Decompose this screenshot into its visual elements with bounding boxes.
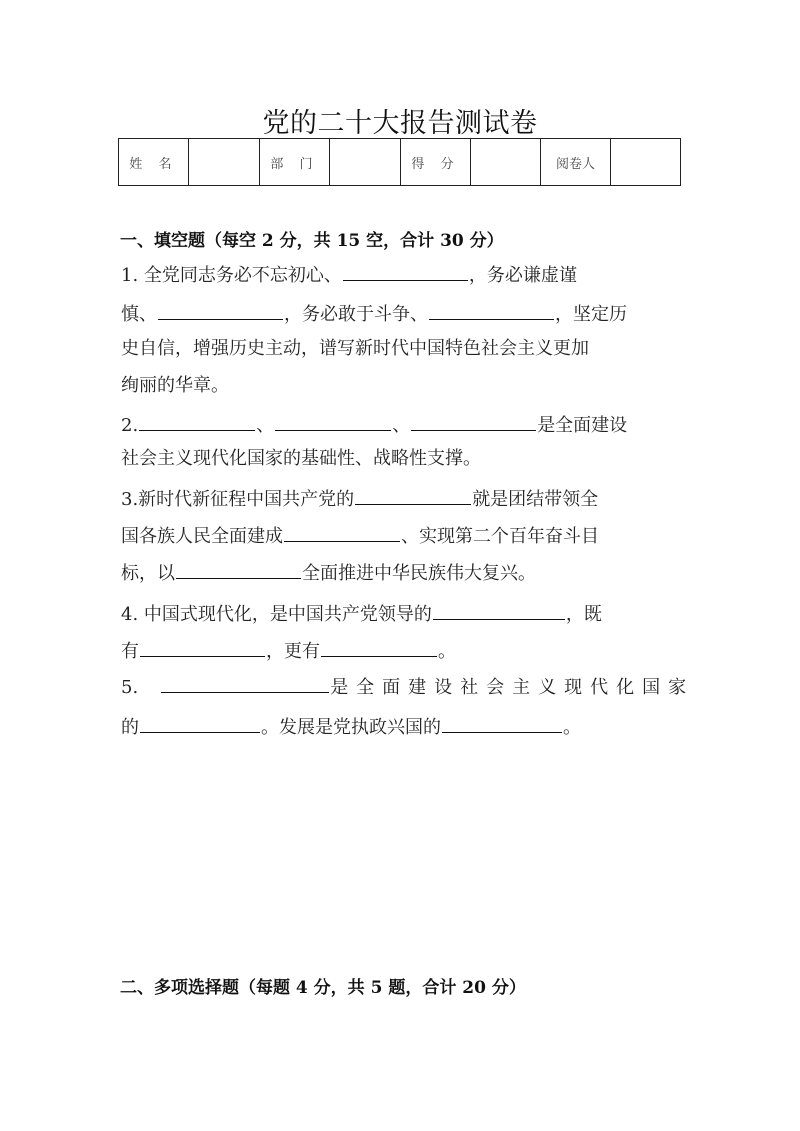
section-1-heading: 一、填空题（每空 2 分，共 15 空，合计 30 分） <box>120 231 504 251</box>
q2-line-1 <box>121 410 627 438</box>
reviewer-field[interactable] <box>611 139 681 186</box>
q1-line-4: 绚丽的华章。 <box>121 375 229 396</box>
reviewer-label: 阅卷人 <box>541 139 611 186</box>
q3-blank-2[interactable] <box>284 521 400 542</box>
q3-text-f: 全面推进中华民族伟大复兴。 <box>302 563 536 584</box>
q3-line-1 <box>121 484 598 512</box>
q4-blank-2[interactable] <box>140 636 265 657</box>
q1-line-2 <box>121 299 627 327</box>
q4-text-a: 4. 中国式现代化，是中国共产党领导的 <box>121 604 432 625</box>
q1-text-a: 1. 全党同志务必不忘初心、 <box>121 265 342 286</box>
q2-text-c: 、 <box>392 415 411 436</box>
q3-blank-3[interactable] <box>176 558 301 579</box>
q2-text-b: 、 <box>256 415 275 436</box>
q5-blank-1[interactable] <box>161 672 329 693</box>
q4-text-e: 。 <box>438 641 456 662</box>
q5-blank-3[interactable] <box>442 712 562 733</box>
info-table <box>118 138 681 186</box>
page-title: 党的二十大报告测试卷 <box>262 108 538 139</box>
q1-blank-3[interactable] <box>429 299 554 320</box>
q1-text-c: 慎、 <box>121 304 157 325</box>
dept-field[interactable] <box>330 139 401 186</box>
q3-text-e: 标，以 <box>121 563 175 584</box>
q1-text-e: ，坚定历 <box>555 304 627 325</box>
q2-blank-1[interactable] <box>139 410 255 431</box>
q4-text-d: ，更有 <box>266 641 320 662</box>
q2-text-d: 是全面建设 <box>537 415 628 436</box>
q5-line-1 <box>121 672 694 700</box>
q4-line-2 <box>121 636 456 664</box>
q3-line-3 <box>121 558 536 586</box>
q5-text-b: 是全面建设社会主义现代化国家 <box>330 677 695 698</box>
q3-blank-1[interactable] <box>355 484 471 505</box>
dept-label: 部 门 <box>260 139 330 186</box>
score-label: 得 分 <box>401 139 471 186</box>
q2-line-2: 社会主义现代化国家的基础性、战略性支撑。 <box>121 448 481 469</box>
q4-text-b: ，既 <box>565 604 602 625</box>
q4-blank-1[interactable] <box>433 599 565 620</box>
q1-line-3: 史自信，增强历史主动，谱写新时代中国特色社会主义更加 <box>121 338 589 359</box>
q1-text-b: ，务必谦虚谨 <box>468 265 577 286</box>
q3-text-b: 就是团结带领全 <box>472 489 599 510</box>
section-2-heading: 二、多项选择题（每题 4 分，共 5 题，合计 20 分） <box>120 978 526 998</box>
q5-text-c: 的 <box>121 717 139 738</box>
q2-blank-3[interactable] <box>411 410 536 431</box>
q1-text-d: ，务必敢于斗争、 <box>284 304 428 325</box>
name-field[interactable] <box>189 139 260 186</box>
q4-text-c: 有 <box>121 641 139 662</box>
q3-text-c: 国各族人民全面建成 <box>121 526 283 547</box>
q5-blank-2[interactable] <box>140 712 260 733</box>
q4-line-1 <box>121 599 602 627</box>
q2-text-a: 2. <box>121 415 139 436</box>
q5-text-e: 。 <box>563 717 581 738</box>
q5-text-d: 。发展是党执政兴国的 <box>261 717 441 738</box>
q5-line-2 <box>121 712 581 740</box>
q1-line-1 <box>121 260 577 288</box>
q1-blank-2[interactable] <box>158 299 283 320</box>
q3-text-d: 、实现第二个百年奋斗目 <box>401 526 599 547</box>
q3-text-a: 3.新时代新征程中国共产党的 <box>121 489 355 510</box>
q4-blank-3[interactable] <box>321 636 437 657</box>
q1-blank-1[interactable] <box>343 260 468 281</box>
name-label: 姓 名 <box>119 139 189 186</box>
score-field[interactable] <box>471 139 541 186</box>
q5-text-a: 5. <box>121 677 139 698</box>
q3-line-2 <box>121 521 599 549</box>
q2-blank-2[interactable] <box>275 410 391 431</box>
